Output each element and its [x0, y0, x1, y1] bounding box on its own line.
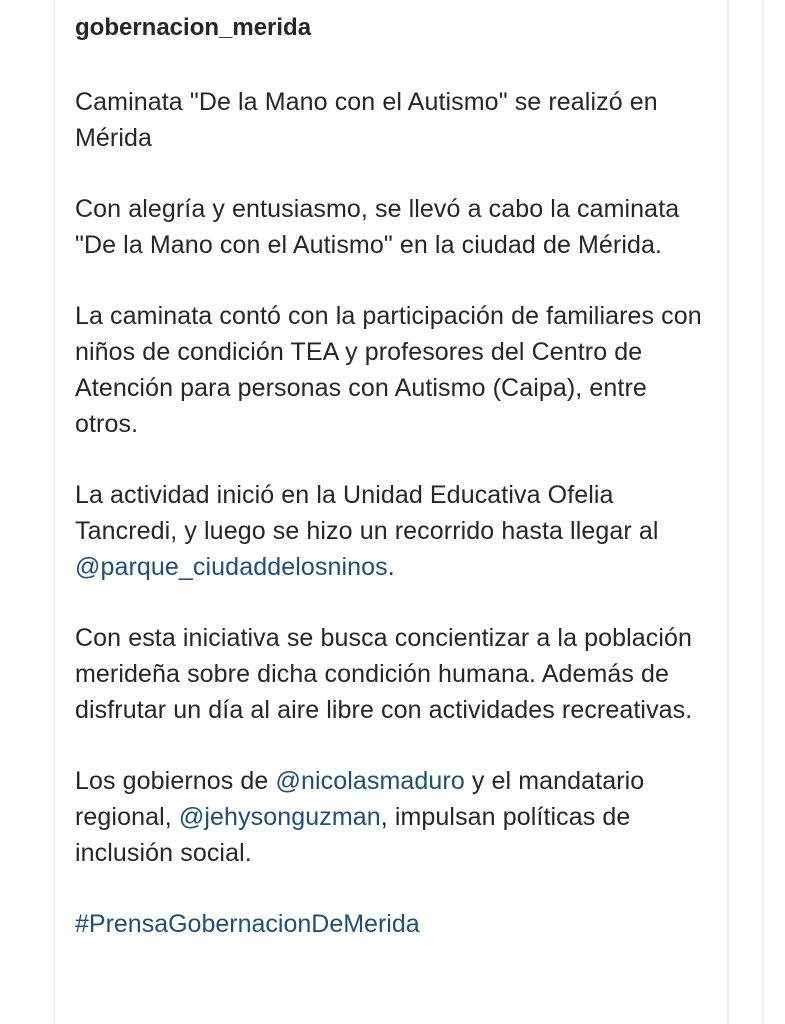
- hashtag-link[interactable]: #PrensaGobernacionDeMerida: [75, 910, 420, 938]
- mention-jehysonguzman[interactable]: @jehysonguzman: [178, 803, 381, 831]
- mention-nicolasmaduro[interactable]: @nicolasmaduro: [275, 767, 465, 795]
- post-caption: [75, 10, 715, 942]
- username-link[interactable]: gobernacion_merida: [75, 14, 312, 41]
- caption-paragraph-4: Con esta iniciativa se busca concientizar a la población merideña sobre dicha condición humana. Además de disfrutar un día al aire libre con actividades recreativas.: [75, 624, 693, 724]
- caption-text: Los gobiernos de: [75, 767, 276, 795]
- caption-text: La actividad inició en la Unidad Educativa Ofelia Tancredi, y luego se hizo un recorrido hasta llegar al: [75, 481, 659, 545]
- caption-paragraph-2: La caminata contó con la participación de familiares con niños de condición TEA y profesores del Centro de Atención para personas con Autismo (Caipa), entre otros.: [75, 302, 702, 438]
- caption-paragraph-3: [75, 477, 715, 585]
- caption-text: .: [387, 553, 395, 581]
- caption-title: Caminata "De la Mano con el Autismo" se realizó en Mérida: [75, 88, 658, 152]
- caption-paragraph-1: Con alegría y entusiasmo, se llevó a cabo la caminata "De la Mano con el Autismo" en la ciudad de Mérida.: [75, 195, 680, 259]
- caption-text: y el mandatario regional,: [75, 767, 645, 831]
- scroll-edge: [762, 0, 764, 1024]
- caption-text: , impulsan políticas de inclusión social.: [75, 803, 631, 867]
- mention-parque-ciudaddelosninos[interactable]: @parque_ciudaddelosninos: [75, 553, 388, 581]
- caption-paragraph-5: [75, 763, 715, 871]
